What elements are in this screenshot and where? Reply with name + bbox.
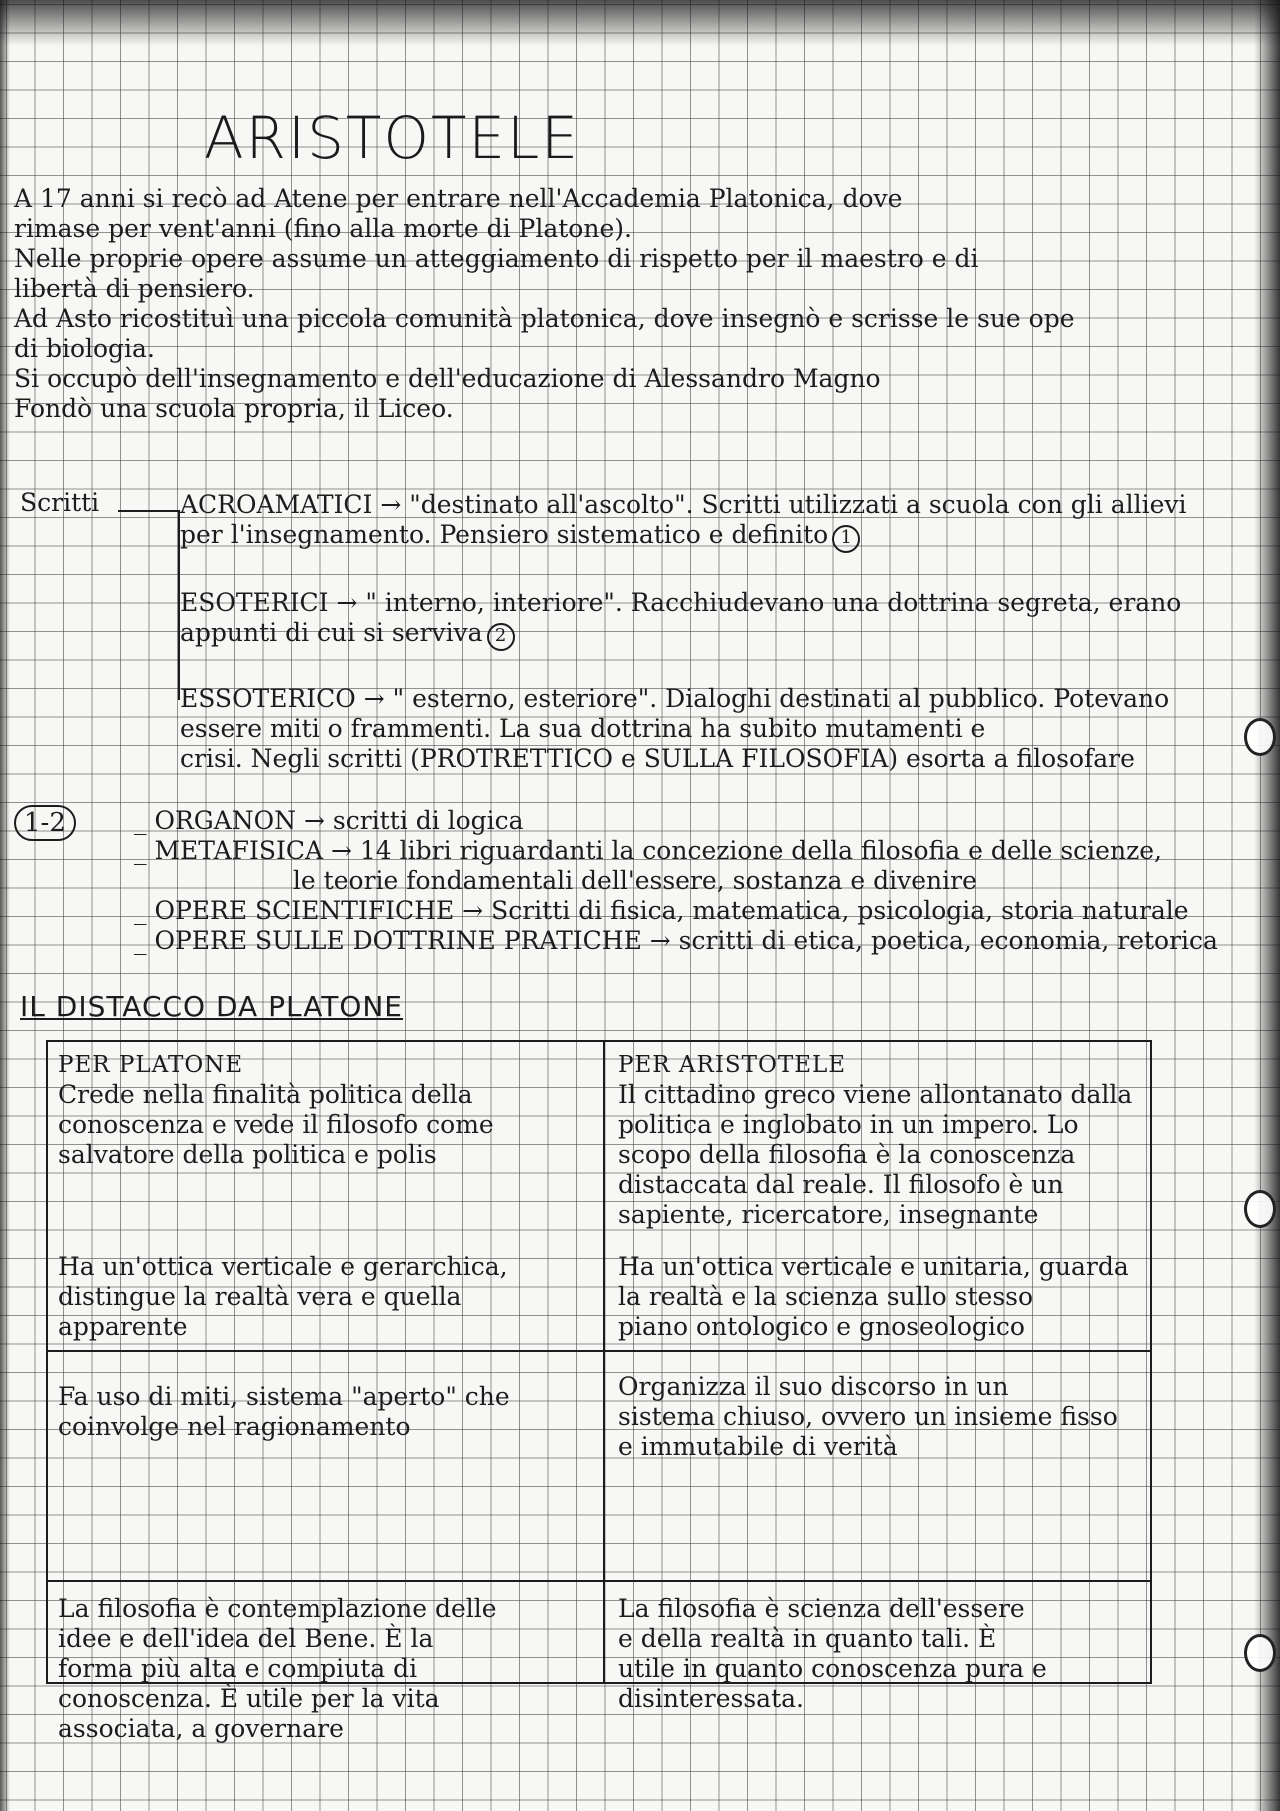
works-item: _ METAFISICA → 14 libri riguardanti la concezione della filosofia e delle scienze,	[134, 836, 1162, 865]
cell-line: distingue la realtà vera e quella	[58, 1282, 462, 1311]
scritti-label: Scritti	[20, 488, 100, 517]
cell-line: sistema chiuso, ovvero un insieme fisso	[618, 1402, 1118, 1431]
cell-line: coinvolge nel ragionamento	[58, 1412, 411, 1441]
table-row-divider	[48, 1350, 1150, 1352]
binder-ring-hole	[1244, 1634, 1276, 1672]
branch-line: ACROAMATICI → "destinato all'ascolto". Scritti utilizzati a scuola con gli allievi	[180, 490, 1187, 519]
works-list	[134, 806, 1218, 956]
branch-line: ESOTERICI → " interno, interiore". Racchiudevano una dottrina segreta, erano	[180, 588, 1182, 617]
cell-line: conoscenza e vede il filosofo come	[58, 1110, 494, 1139]
intro-line: A 17 anni si recò ad Atene per entrare nell'Accademia Platonica, dove	[14, 184, 903, 213]
cell-line: utile in quanto conoscenza pura e	[618, 1654, 1047, 1683]
cell-line: apparente	[58, 1312, 188, 1341]
cell-line: e immutabile di verità	[618, 1432, 898, 1461]
intro-line: rimase per vent'anni (fino alla morte di Platone).	[14, 214, 632, 243]
table-row-divider	[48, 1580, 1150, 1582]
branch-line: ESSOTERICO → " esterno, esteriore". Dialoghi destinati al pubblico. Potevano	[180, 684, 1170, 713]
branch-acroamatici	[180, 490, 1187, 553]
cell-line: politica e inglobato in un impero. Lo	[618, 1110, 1079, 1139]
table-cell-right	[618, 1372, 1138, 1462]
cell-line: piano ontologico e gnoseologico	[618, 1312, 1025, 1341]
binder-ring-hole	[1244, 718, 1276, 756]
scritti-arrow-line	[118, 510, 178, 512]
works-item: _ OPERE SULLE DOTTRINE PRATICHE → scritti di etica, poetica, economia, retorica	[134, 926, 1218, 955]
works-item: le teorie fondamentali dell'essere, sostanza e divenire	[134, 866, 977, 895]
cell-line: e della realtà in quanto tali. È	[618, 1624, 997, 1653]
cell-line: conoscenza. È utile per la vita	[58, 1684, 440, 1713]
branch-esoterici	[180, 588, 1181, 651]
cell-line: La filosofia è contemplazione delle	[58, 1594, 497, 1623]
branch-line: crisi. Negli scritti (PROTRETTICO e SULLA FILOSOFIA) esorta a filosofare	[180, 744, 1135, 773]
branch-text: per l'insegnamento. Pensiero sistematico e definito	[180, 520, 829, 549]
table-column-divider	[603, 1042, 605, 1682]
cell-line: Fa uso di miti, sistema "aperto" che	[58, 1382, 510, 1411]
table-cell-right	[618, 1252, 1138, 1342]
cell-line: disinteressata.	[618, 1684, 804, 1713]
works-item: _ ORGANON → scritti di logica	[134, 806, 524, 835]
table-header-left: PER PLATONE	[58, 1052, 244, 1078]
comparison-table	[46, 1040, 1152, 1743]
scan-left-shadow	[0, 0, 10, 1811]
cell-line: Organizza il suo discorso in un	[618, 1372, 1009, 1401]
cell-line: forma più alta e compiuta di	[58, 1654, 418, 1683]
section-heading: IL DISTACCO DA PLATONE	[20, 990, 403, 1023]
intro-line: libertà di pensiero.	[14, 274, 255, 303]
intro-paragraph	[14, 184, 1264, 424]
branch-essoterico	[180, 684, 1169, 774]
table-cell-left	[58, 1594, 588, 1744]
table-cell-left	[58, 1252, 588, 1342]
cell-line: salvatore della politica e polis	[58, 1140, 437, 1169]
intro-line: Si occupò dell'insegnamento e dell'educazione di Alessandro Magno	[14, 364, 881, 393]
note-number-badge: 1	[832, 525, 860, 553]
table-cell-left	[58, 1050, 588, 1170]
branch-text: appunti di cui si serviva	[180, 618, 483, 647]
cell-line: la realtà e la scienza sullo stesso	[618, 1282, 1034, 1311]
works-item: _ OPERE SCIENTIFICHE → Scritti di fisica, matematica, psicologia, storia naturale	[134, 896, 1189, 925]
cell-line: scopo della filosofia è la conoscenza	[618, 1140, 1076, 1169]
group-label-badge: 1-2	[14, 805, 76, 841]
cell-line: associata, a governare	[58, 1714, 344, 1743]
intro-line: Fondò una scuola propria, il Liceo.	[14, 394, 454, 423]
cell-line: distaccata dal reale. Il filosofo è un	[618, 1170, 1064, 1199]
cell-line: Ha un'ottica verticale e gerarchica,	[58, 1252, 508, 1281]
table-cell-left	[58, 1382, 588, 1442]
branch-line	[180, 618, 1181, 651]
cell-line: Ha un'ottica verticale e unitaria, guarda	[618, 1252, 1129, 1281]
cell-line: La filosofia è scienza dell'essere	[618, 1594, 1025, 1623]
cell-line: Crede nella finalità politica della	[58, 1080, 473, 1109]
intro-line: di biologia.	[14, 334, 155, 363]
cell-line: idee e dell'idea del Bene. È la	[58, 1624, 434, 1653]
intro-line: Nelle proprie opere assume un atteggiamento di rispetto per il maestro e di	[14, 244, 979, 273]
intro-line: Ad Asto ricostituì una piccola comunità platonica, dove insegnò e scrisse le sue ope	[14, 304, 1075, 333]
branch-line	[180, 520, 1187, 553]
note-number-badge: 2	[487, 623, 515, 651]
scan-top-shadow	[0, 0, 1280, 46]
cell-line: Il cittadino greco viene allontanato dalla	[618, 1080, 1133, 1109]
binder-ring-hole	[1244, 1190, 1276, 1228]
branch-line: essere miti o frammenti. La sua dottrina ha subito mutamenti e	[180, 714, 986, 743]
table-cell-right	[618, 1594, 1138, 1714]
table-header-right: PER ARISTOTELE	[618, 1052, 847, 1078]
table-cell-right	[618, 1050, 1138, 1230]
page-title: ARISTOTELE	[204, 104, 581, 172]
cell-line: sapiente, ricercatore, insegnante	[618, 1200, 1039, 1229]
